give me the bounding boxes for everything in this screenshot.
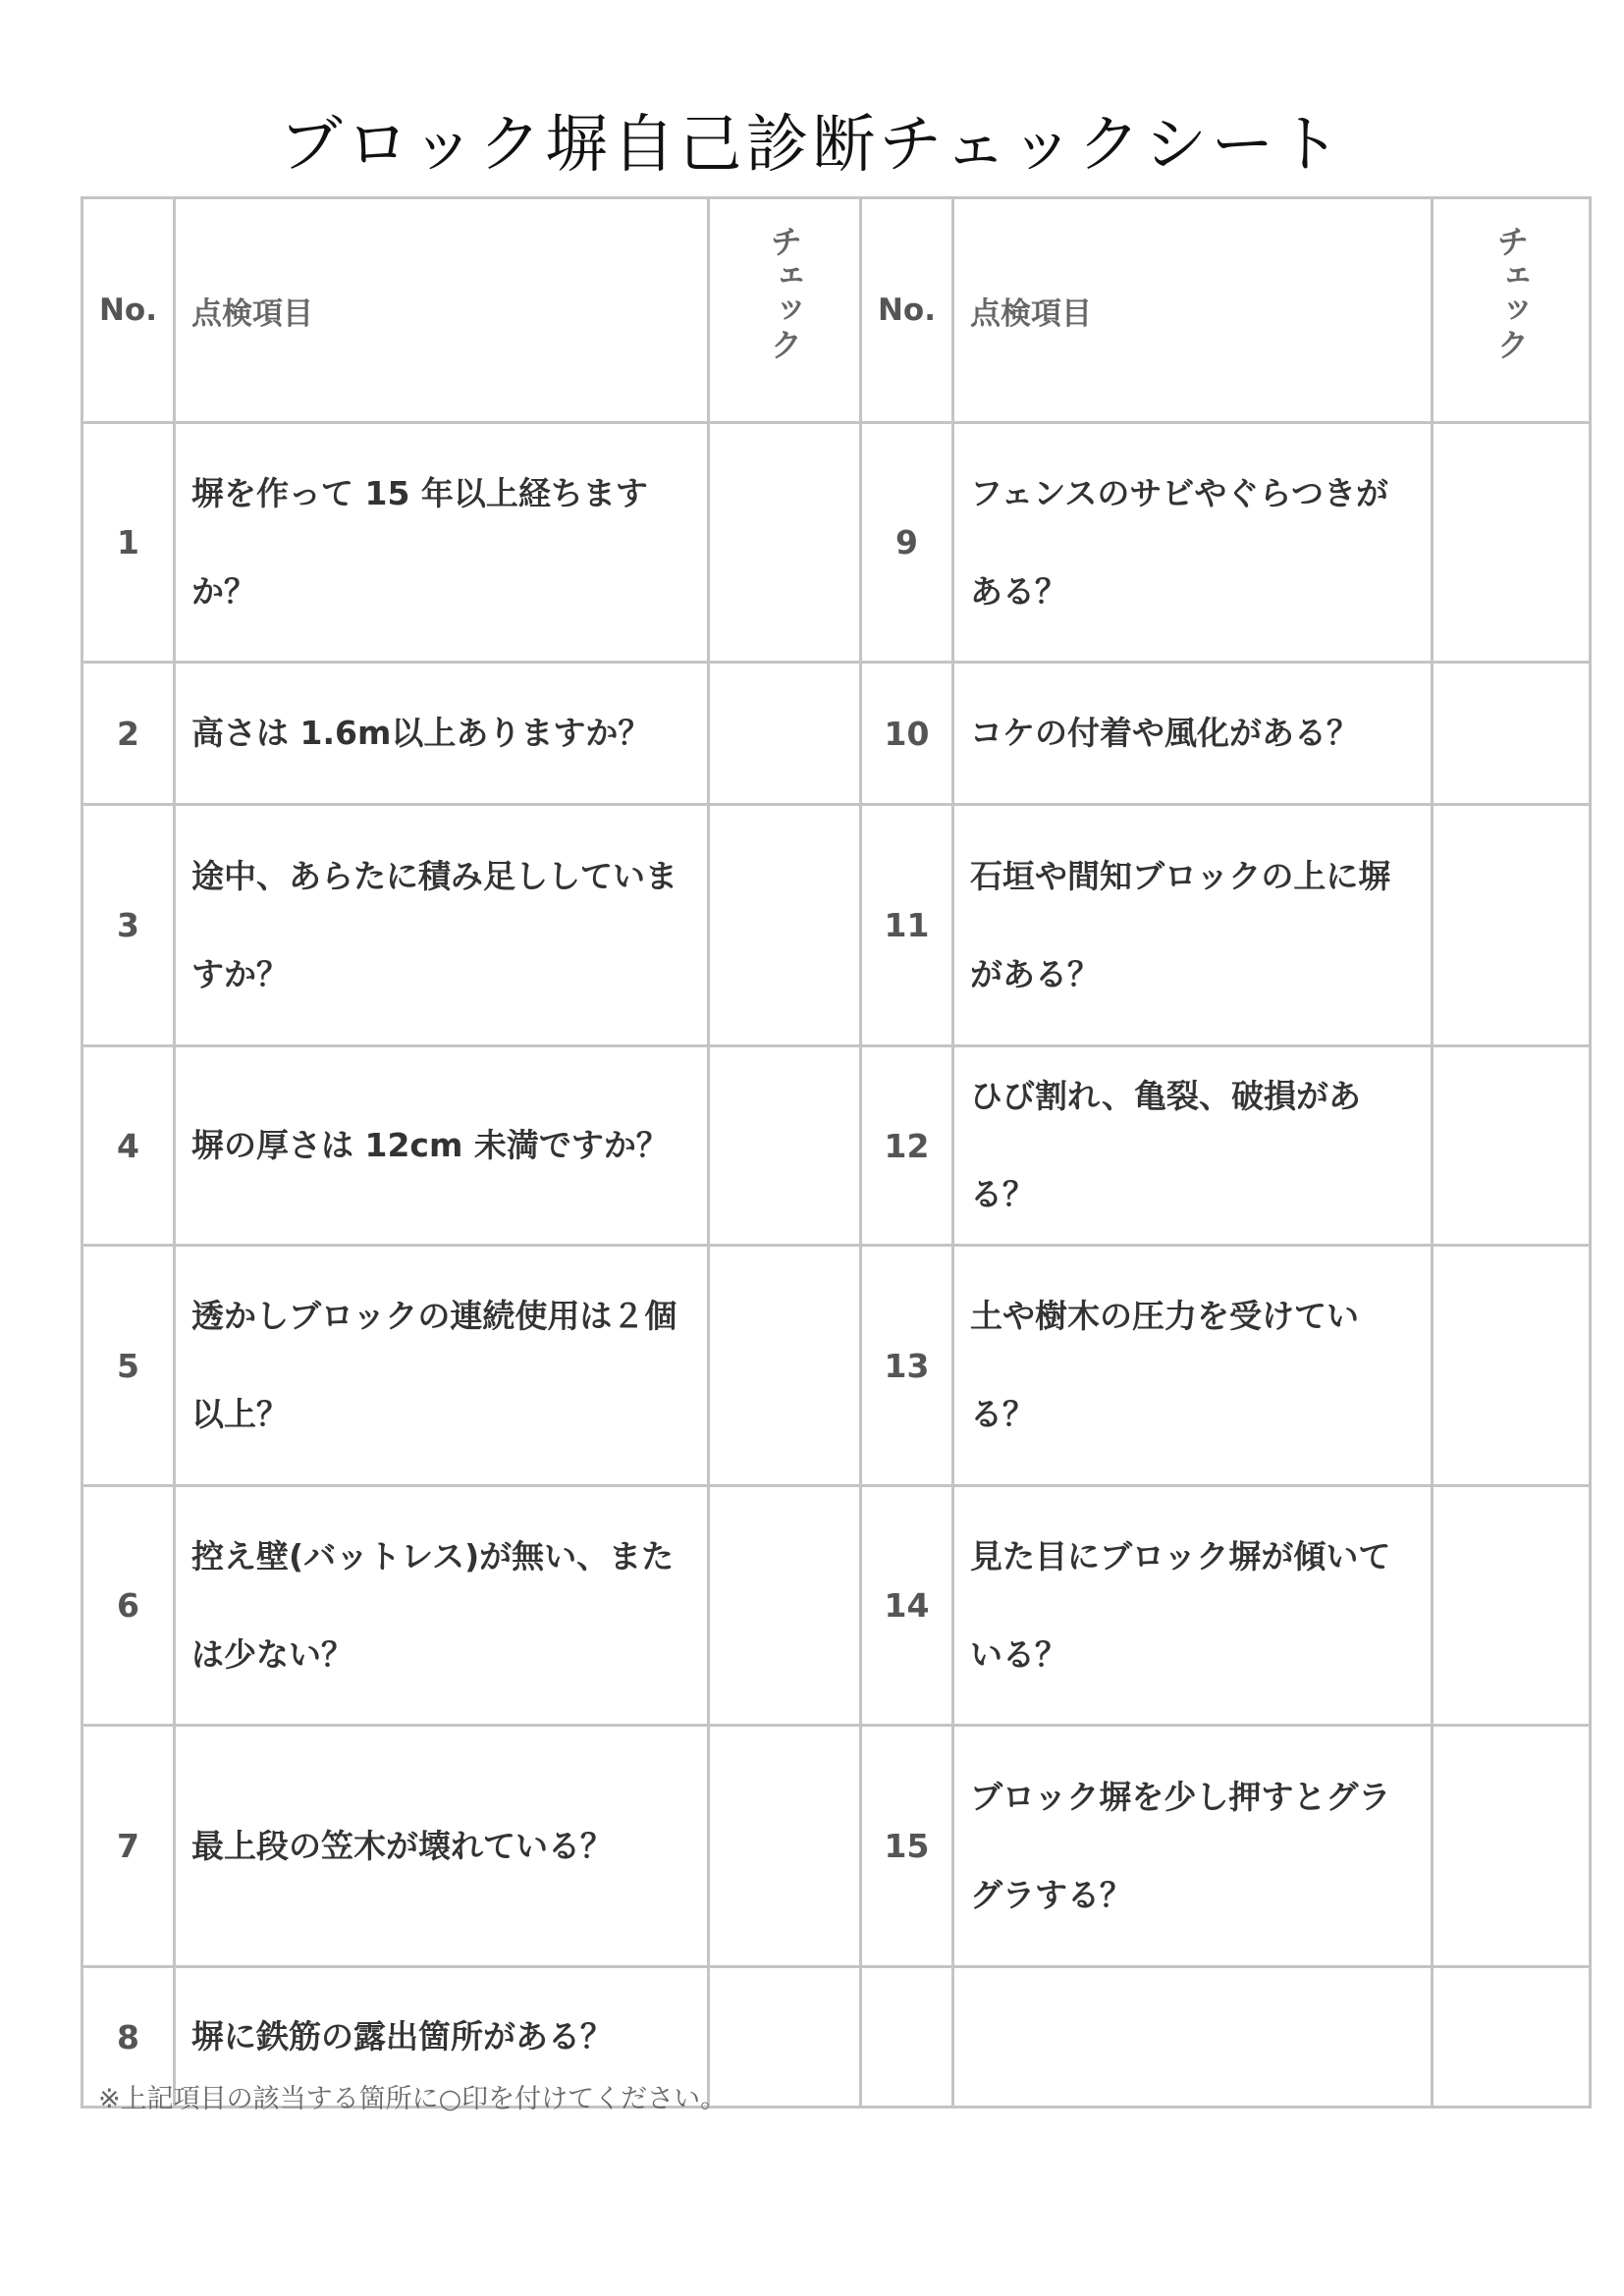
table-row: [82, 805, 1591, 1046]
item-text: 塀に鉄筋の露出箇所がある？: [175, 1967, 709, 2108]
item-number: 11: [861, 805, 953, 1046]
check-box[interactable]: [1433, 423, 1591, 663]
check-box[interactable]: [709, 1726, 861, 1967]
item-text: ブロック塀を少し押すとグラグラする？: [953, 1726, 1433, 1967]
item-number: 5: [82, 1246, 175, 1486]
header-check-label: チェック: [1491, 225, 1531, 362]
item-text: 見た目にブロック塀が傾いている？: [953, 1486, 1433, 1726]
check-box[interactable]: [709, 663, 861, 805]
item-number: 7: [82, 1726, 175, 1967]
header-no-right: No.: [861, 198, 953, 423]
header-check-right: [1433, 198, 1591, 423]
item-number: 15: [861, 1726, 953, 1967]
table-row: [82, 1246, 1591, 1486]
item-number: 3: [82, 805, 175, 1046]
item-text: 最上段の笠木が壊れている？: [175, 1726, 709, 1967]
item-number: 4: [82, 1046, 175, 1246]
table-row: [82, 1726, 1591, 1967]
checklist-table: [81, 196, 1592, 2109]
item-number: 1: [82, 423, 175, 663]
item-number: 6: [82, 1486, 175, 1726]
item-number: 10: [861, 663, 953, 805]
header-item-left: 点検項目: [175, 198, 709, 423]
item-number: 13: [861, 1246, 953, 1486]
item-text: フェンスのサビやぐらつきがある？: [953, 423, 1433, 663]
item-text: 塀の厚さは 12cm 未満ですか？: [175, 1046, 709, 1246]
table-row: [82, 663, 1591, 805]
footnote: ※上記項目の該当する箇所に○印を付けてください。: [98, 2084, 728, 2114]
check-box[interactable]: [1433, 1246, 1591, 1486]
table-row: [82, 423, 1591, 663]
check-box[interactable]: [709, 423, 861, 663]
item-text: 高さは 1.6m以上ありますか？: [175, 663, 709, 805]
item-text: 透かしブロックの連続使用は２個以上？: [175, 1246, 709, 1486]
header-check-left: [709, 198, 861, 423]
page-title: ブロック塀自己診断チェックシート: [279, 109, 1345, 182]
item-number: 12: [861, 1046, 953, 1246]
item-text: 途中、あらたに積み足ししていますか？: [175, 805, 709, 1046]
item-text: [953, 1967, 1433, 2108]
check-box[interactable]: [1433, 1726, 1591, 1967]
item-number: [861, 1967, 953, 2108]
item-text: 塀を作って 15 年以上経ちますか？: [175, 423, 709, 663]
check-box[interactable]: [1433, 1046, 1591, 1246]
check-box[interactable]: [1433, 1486, 1591, 1726]
item-number: 14: [861, 1486, 953, 1726]
check-box[interactable]: [709, 805, 861, 1046]
check-box[interactable]: [1433, 805, 1591, 1046]
header-item-right: 点検項目: [953, 198, 1433, 423]
header-check-label: チェック: [765, 225, 804, 362]
item-number: 9: [861, 423, 953, 663]
header-row: [82, 198, 1591, 423]
check-box[interactable]: [709, 1486, 861, 1726]
table-row: [82, 1046, 1591, 1246]
check-box[interactable]: [1433, 663, 1591, 805]
item-text: 土や樹木の圧力を受けている？: [953, 1246, 1433, 1486]
check-box[interactable]: [709, 1967, 861, 2108]
item-text: 石垣や間知ブロックの上に塀がある？: [953, 805, 1433, 1046]
item-text: 控え壁(バットレス)が無い、または少ない？: [175, 1486, 709, 1726]
item-text: コケの付着や風化がある？: [953, 663, 1433, 805]
check-box[interactable]: [709, 1246, 861, 1486]
item-number: 2: [82, 663, 175, 805]
header-no-left: No.: [82, 198, 175, 423]
table-row: [82, 1486, 1591, 1726]
check-box[interactable]: [1433, 1967, 1591, 2108]
check-box[interactable]: [709, 1046, 861, 1246]
item-text: ひび割れ、亀裂、破損がある？: [953, 1046, 1433, 1246]
item-number: 8: [82, 1967, 175, 2108]
